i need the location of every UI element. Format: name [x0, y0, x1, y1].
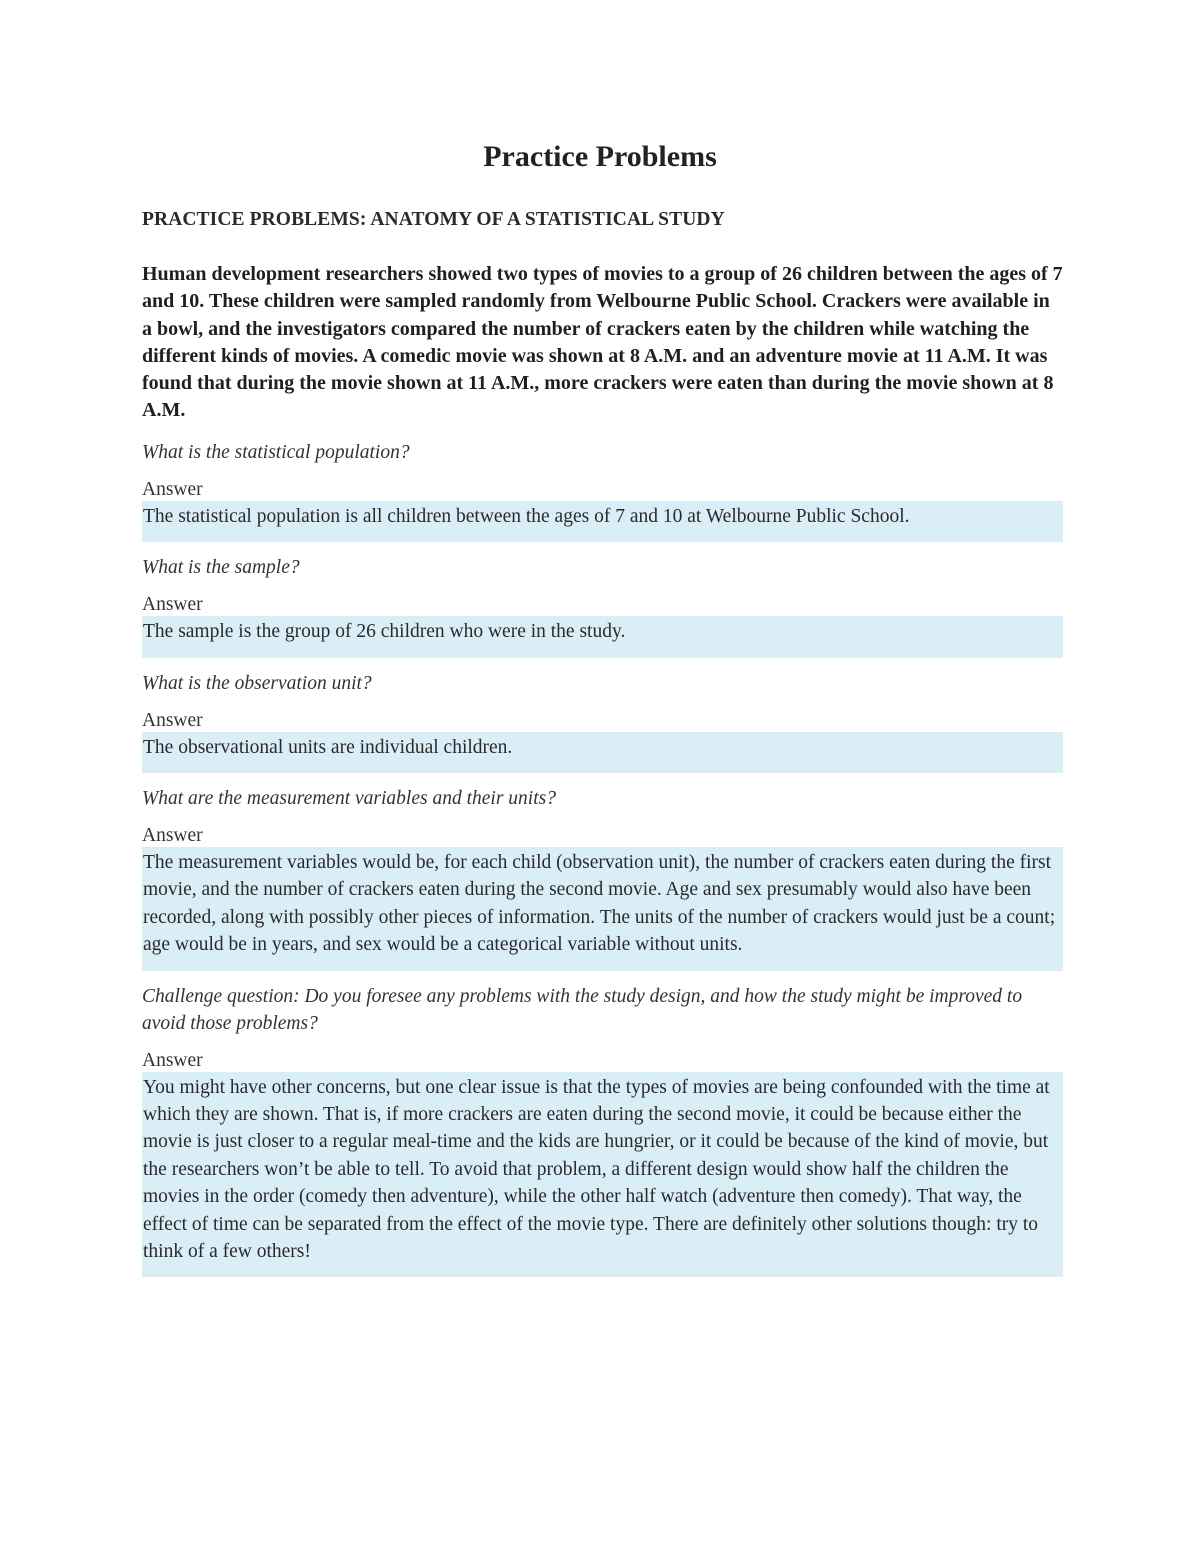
answer-label: Answer	[142, 825, 203, 846]
answer-label: Answer	[142, 594, 203, 616]
problem-intro: Human development researchers showed two types of movies to a group of 26 children between the ages of 7 and 10. These children were sampled randomly from Welbourne Public School. Crackers were available in a bowl, and the investigators compared the number of crackers eaten by the children while watching the different kinds of movies. A comedic movie was shown at 8 A.M. and an adventure movie at 11 A.M. It was found that during the movie shown at 11 A.M., more crackers were eaten than during the movie shown at 8 A.M.	[142, 263, 1063, 422]
answer-label: Answer	[142, 478, 203, 500]
qa-item-5	[142, 983, 1063, 1278]
answer-box: You might have other concerns, but one clear issue is that the types of movies are being confounded with the time at which they are shown. That is, if more crackers are eaten during the second movie, it could be because either the movie is just closer to a regular meal-time and the kids are hungrier, or it could be because of the kind of movie, but the researchers won’t be able to tell. To avoid that problem, a different design would show half the children the movies in the order (comedy then adventure), while the other half watch (adventure then comedy). That way, the effect of time can be separated from the effect of the movie type. There are definitely other solutions though: try to think of a few others!	[142, 1072, 1063, 1278]
document-body	[142, 205, 1063, 1289]
qa-item-4	[142, 785, 1063, 971]
question: What is the observation unit?	[142, 672, 372, 694]
page-title: Practice Problems	[483, 140, 717, 173]
question: What are the measurement variables and their units?	[142, 788, 556, 809]
answer-box: The sample is the group of 26 children who were in the study.	[142, 616, 1063, 657]
answer-label: Answer	[142, 1049, 203, 1071]
qa-item-2	[142, 554, 1063, 657]
qa-item-1	[142, 439, 1063, 542]
challenge-question: Challenge question: Do you foresee any problems with the study design, and how the study might be improved to avoid those problems?	[142, 985, 1023, 1034]
answer-box: The observational units are individual children.	[142, 732, 1063, 773]
qa-item-3	[142, 670, 1063, 773]
answer-box: The measurement variables would be, for each child (observation unit), the number of crackers eaten during the first movie, and the number of crackers eaten during the second movie. Age and sex presumably would also have been recorded, along with possibly other pieces of information. The units of the number of crackers would just be a count; age would be in years, and sex would be a categorical variable without units.	[142, 847, 1063, 971]
answer-box: The statistical population is all children between the ages of 7 and 10 at Welbourne Public School.	[142, 501, 1063, 542]
answer-label: Answer	[142, 709, 203, 731]
question: What is the sample?	[142, 557, 300, 579]
section-heading: PRACTICE PROBLEMS: ANATOMY OF A STATISTICAL STUDY	[142, 209, 725, 230]
question: What is the statistical population?	[142, 441, 410, 463]
